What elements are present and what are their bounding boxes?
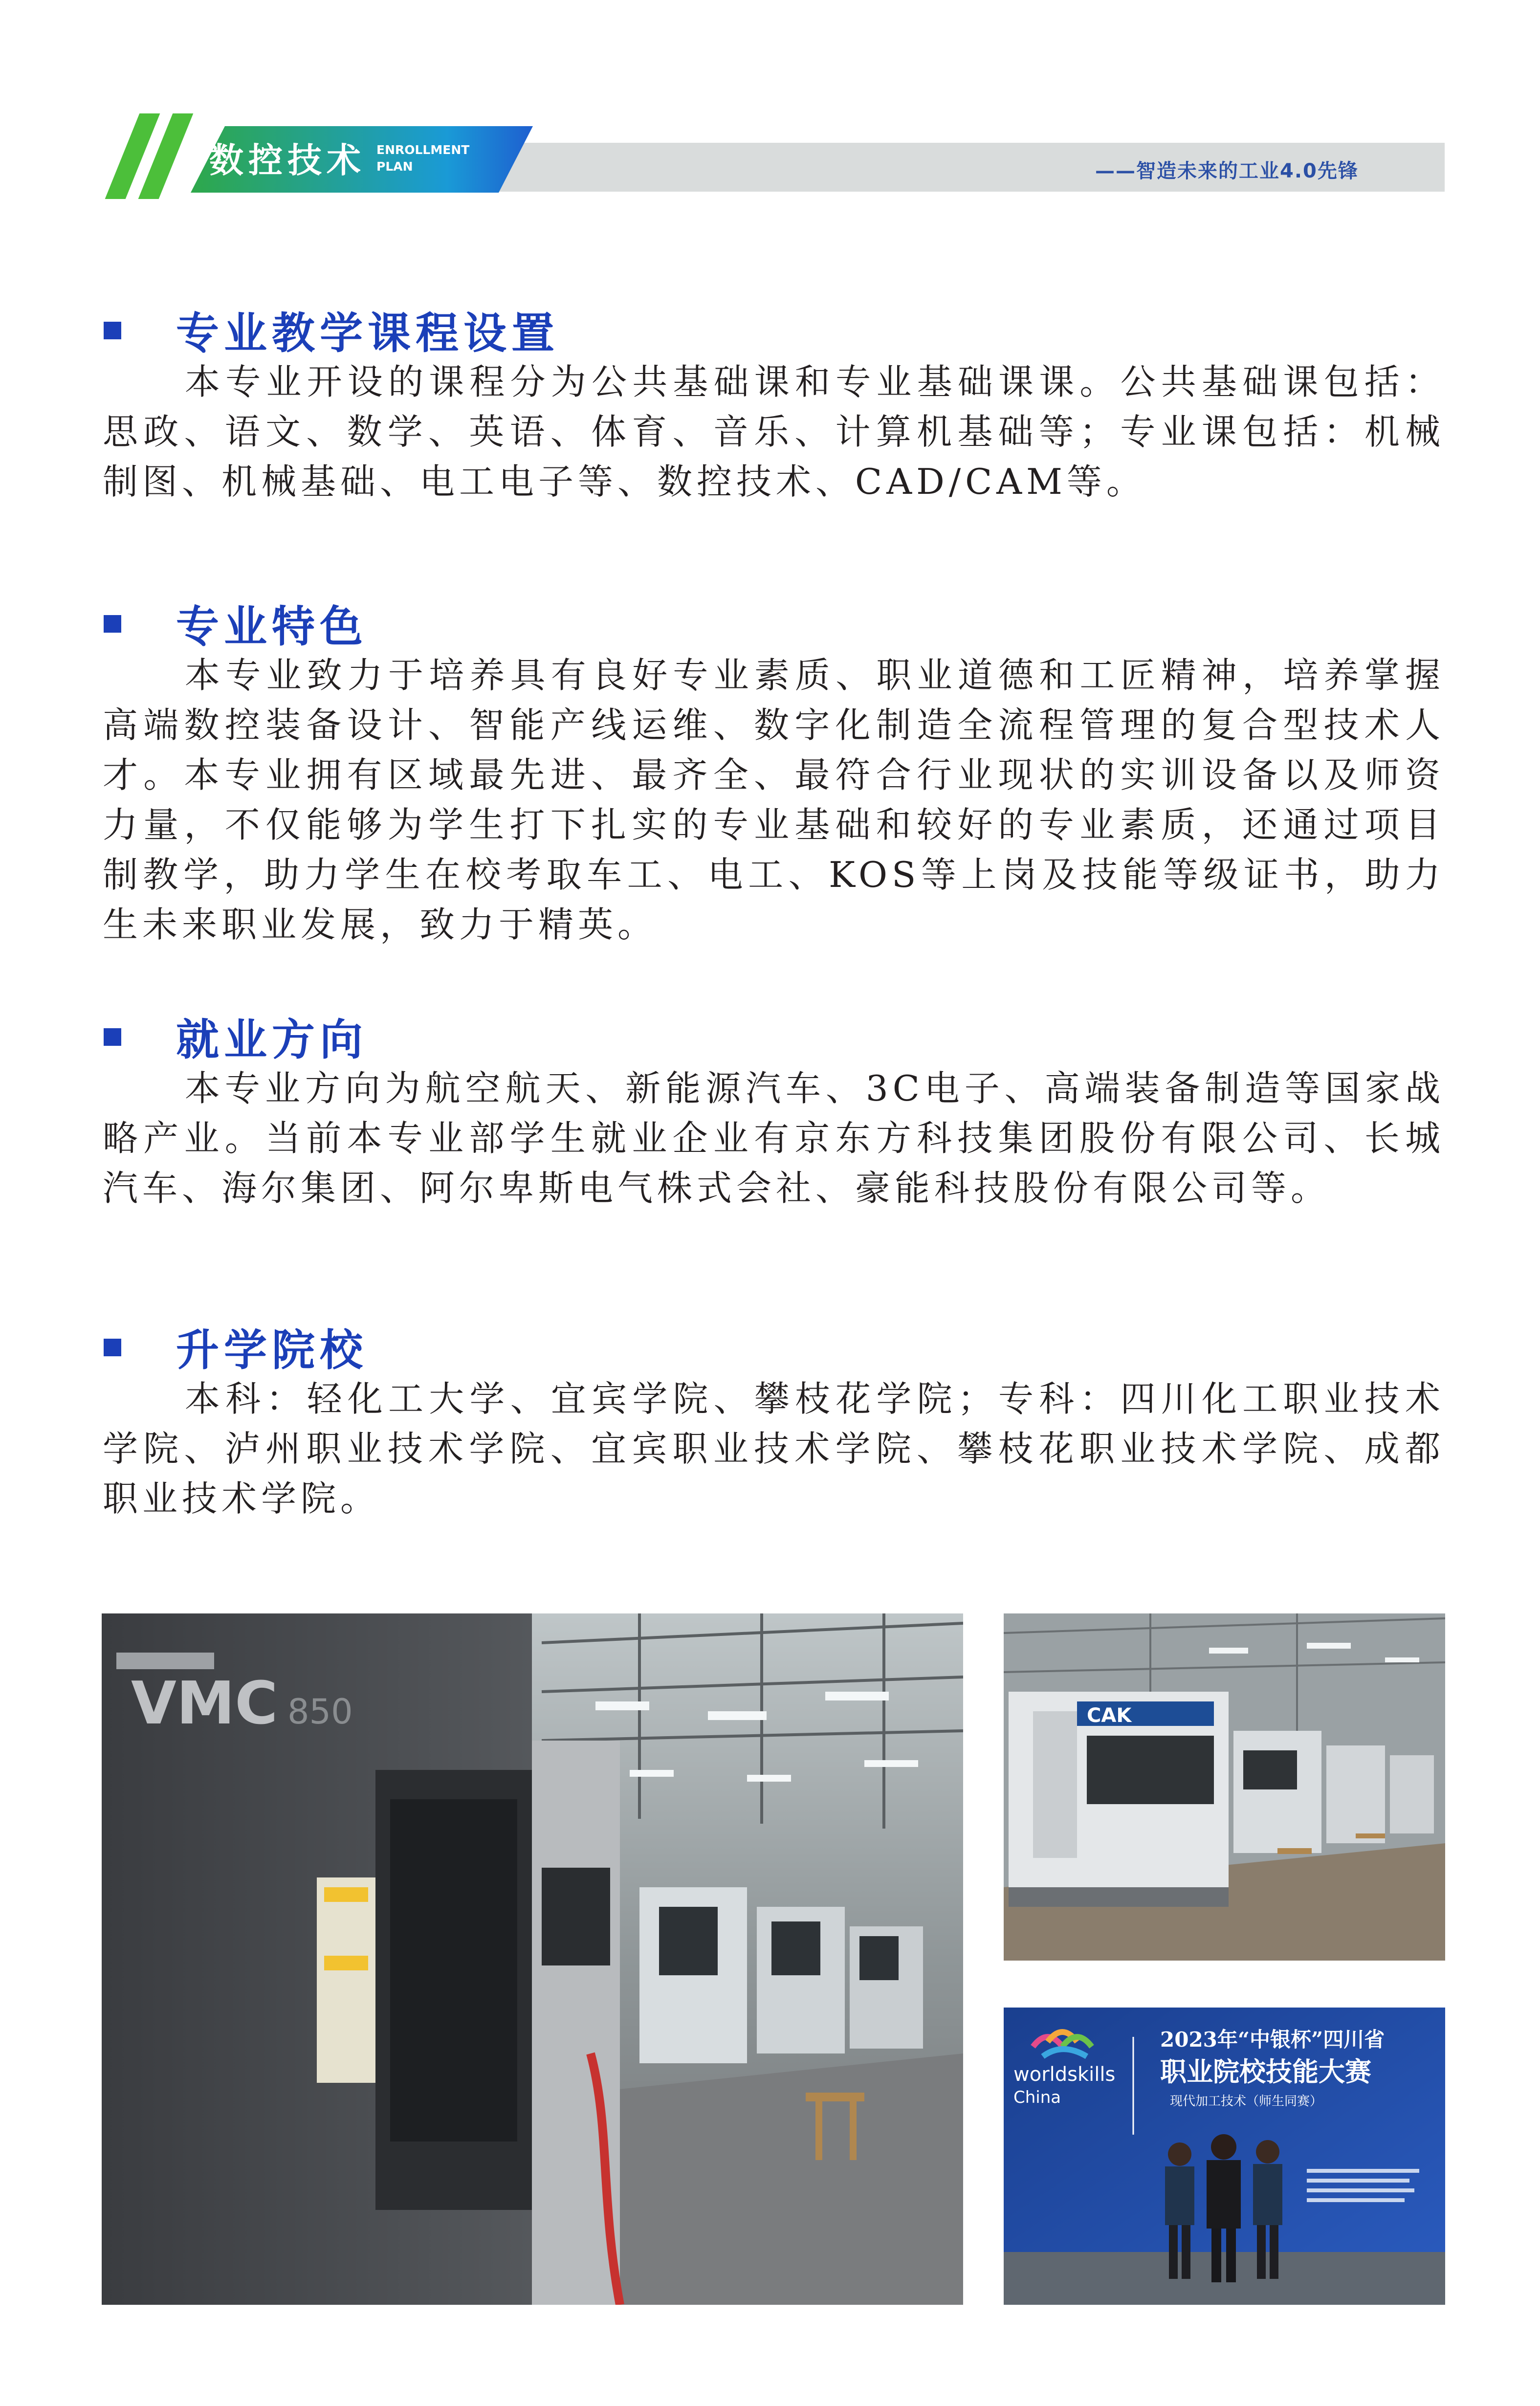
worldskills-logo-country: China	[1013, 2088, 1061, 2107]
section-body: 本专业致力于培养具有良好专业素质、职业道德和工匠精神，培养掌握高端数控装备设计、智能产线运维、数字化制造全流程管理的复合型技术人才。本专业拥有区域最先进、最齐全、最符合行业现状的实训设备以及师资力量，不仅能够为学生打下扎实的专业基础和较好的专业素质，还通过项目制教学，助力学生在校考取车工、电工、KOS等上岗及技能等级证书，助力生未来职业发展，致力于精英。	[103, 655, 1445, 945]
award-banner-title-2: 职业院校技能大赛	[1160, 2056, 1371, 2087]
section-title: 升学院校	[176, 1325, 368, 1375]
header-subtitle-line2: PLAN	[376, 159, 413, 174]
section-body: 本专业开设的课程分为公共基础课和专业基础课课。公共基础课包括：思政、语文、数学、英语、体育、音乐、计算机基础等；专业课包括：机械制图、机械基础、电工电子等、数控技术、CAD/CAM等。	[103, 361, 1445, 502]
square-bullet-icon	[104, 322, 121, 339]
worldskills-logo-text: worldskills	[1013, 2063, 1116, 2086]
award-banner-subtitle: 现代加工技术（师生同赛）	[1170, 2094, 1323, 2109]
header-subtitle	[376, 142, 469, 175]
square-bullet-icon	[104, 1339, 121, 1356]
photo-skills-competition	[1004, 2008, 1445, 2305]
page-header	[0, 0, 1540, 205]
section-further-study	[103, 1310, 1445, 1523]
cak-label: CAK	[1087, 1704, 1132, 1727]
section-heading	[103, 1310, 1445, 1374]
square-bullet-icon	[104, 1028, 121, 1046]
section-heading	[103, 293, 1445, 357]
section-curriculum	[103, 293, 1445, 507]
square-bullet-icon	[104, 615, 121, 633]
photo-vmc-workshop	[102, 1613, 963, 2305]
photo-cak-lathes	[1004, 1613, 1445, 1961]
header-title: 数控技术	[209, 140, 366, 180]
section-title: 就业方向	[176, 1015, 368, 1065]
section-heading	[103, 1000, 1445, 1063]
section-employment	[103, 1000, 1445, 1213]
header-slogan: ——智造未来的工业4.0先锋	[1095, 160, 1359, 182]
section-body: 本专业方向为航空航天、新能源汽车、3C电子、高端装备制造等国家战略产业。当前本专业部学生就业企业有京东方科技集团股份有限公司、长城汽车、海尔集团、阿尔卑斯电气株式会社、豪能科技股份有限公司等。	[103, 1068, 1445, 1209]
section-title: 专业特色	[176, 601, 368, 652]
header-subtitle-line1: ENROLLMENT	[376, 143, 470, 157]
section-heading	[103, 587, 1445, 650]
section-body: 本科：轻化工大学、宜宾学院、攀枝花学院；专科：四川化工职业技术学院、泸州职业技术学院、宜宾职业技术学院、攀枝花职业技术学院、成都职业技术学院。	[103, 1378, 1445, 1519]
award-banner-title-1: 2023年“中银杯”四川省	[1160, 2028, 1385, 2052]
section-features	[103, 587, 1445, 949]
section-title: 专业教学课程设置	[176, 308, 560, 358]
vmc-model: 850	[287, 1692, 353, 1732]
vmc-label: VMC	[131, 1670, 278, 1738]
